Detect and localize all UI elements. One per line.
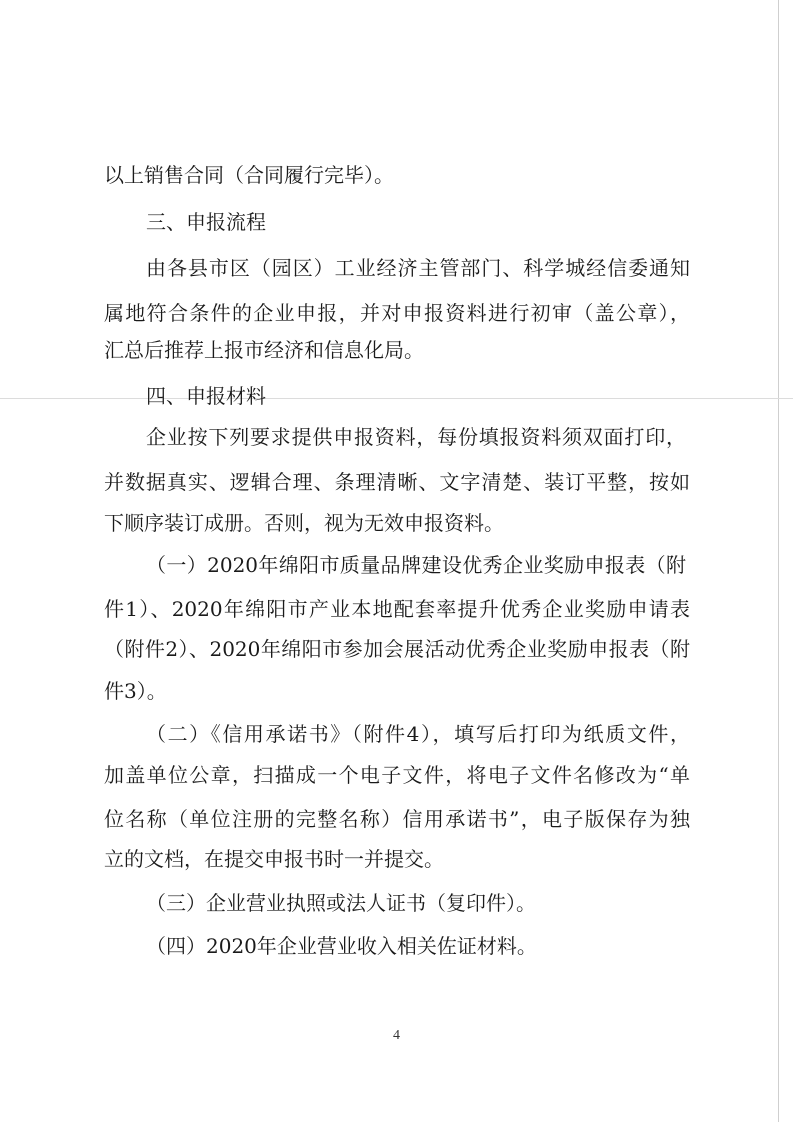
text-line: 下顺序装订成册。否则，视为无效申报资料。 [104,511,504,535]
text-line: （四）2020年企业营业收入相关佐证材料。 [146,934,537,958]
scan-edge-line [778,0,779,1122]
text-line: （二）《信用承诺书》（附件4），填写后打印为纸质文件， [146,722,690,746]
text-line: 立的文档，在提交申报书时一并提交。 [104,847,444,871]
section-heading: 三、申报流程 [146,210,266,234]
text-line: 以上销售合同（合同履行完毕）。 [104,163,394,187]
text-line: 件1）、2020年绵阳市产业本地配套率提升优秀企业奖励申请表 [104,597,690,621]
text-line: 加盖单位公章，扫描成一个电子文件，将电子文件名修改为“单 [104,763,690,787]
text-line: 汇总后推荐上报市经济和信息化局。 [104,338,424,362]
text-line: （一）2020年绵阳市质量品牌建设优秀企业奖励申报表（附 [146,553,686,577]
text-line: 属地符合条件的企业申报，并对申报资料进行初审（盖公章）， [104,301,690,325]
page-number: 4 [393,1028,400,1043]
text-line: 企业按下列要求提供申报资料，每份填报资料须双面打印， [146,425,686,449]
text-line: 件3）。 [104,679,167,703]
text-line: 并数据真实、逻辑合理、条理清晰、文字清楚、装订平整，按如 [104,470,690,494]
text-line: （三）企业营业执照或法人证书（复印件）。 [146,891,536,915]
text-line: 位名称（单位注册的完整名称）信用承诺书”，电子版保存为独 [104,807,690,831]
text-line: 由各县市区（园区）工业经济主管部门、科学城经信委通知 [146,256,690,280]
scan-fold-line [0,398,793,399]
section-heading: 四、申报材料 [146,384,266,408]
text-line: （附件2）、2020年绵阳市参加会展活动优秀企业奖励申报表（附 [104,637,690,661]
